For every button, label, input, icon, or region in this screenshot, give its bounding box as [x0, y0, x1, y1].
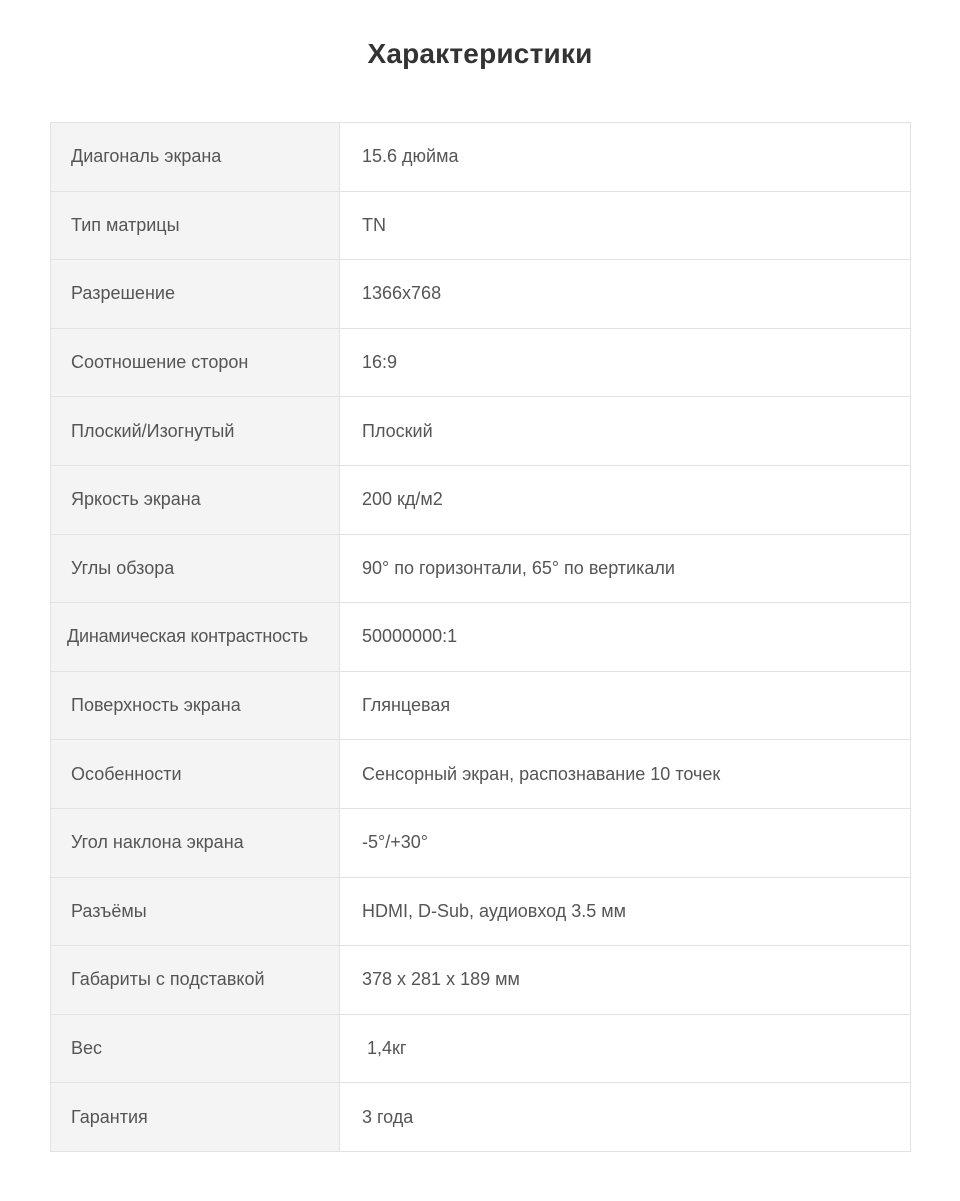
table-row	[51, 260, 911, 329]
spec-value: Плоский	[340, 397, 911, 466]
table-row	[51, 534, 911, 603]
spec-label: Поверхность экрана	[51, 671, 340, 740]
spec-value: 90° по горизонтали, 65° по вертикали	[340, 534, 911, 603]
spec-value: 1,4кг	[340, 1014, 911, 1083]
table-row	[51, 946, 911, 1015]
spec-value: 200 кд/м2	[340, 465, 911, 534]
spec-label: Вес	[51, 1014, 340, 1083]
table-row	[51, 465, 911, 534]
spec-value: 15.6 дюйма	[340, 123, 911, 192]
table-row	[51, 123, 911, 192]
spec-value: 1366x768	[340, 260, 911, 329]
specs-table	[50, 122, 911, 1152]
spec-value: 50000000:1	[340, 603, 911, 672]
spec-value: 378 x 281 x 189 мм	[340, 946, 911, 1015]
table-row	[51, 328, 911, 397]
spec-label: Яркость экрана	[51, 465, 340, 534]
spec-value: -5°/+30°	[340, 808, 911, 877]
table-row	[51, 397, 911, 466]
spec-label: Гарантия	[51, 1083, 340, 1152]
spec-label: Разъёмы	[51, 877, 340, 946]
table-row	[51, 1014, 911, 1083]
specs-table-body	[51, 123, 911, 1152]
table-row	[51, 191, 911, 260]
spec-value: Сенсорный экран, распознавание 10 точек	[340, 740, 911, 809]
spec-label: Разрешение	[51, 260, 340, 329]
spec-value: 3 года	[340, 1083, 911, 1152]
spec-label: Диагональ экрана	[51, 123, 340, 192]
spec-label: Углы обзора	[51, 534, 340, 603]
table-row	[51, 1083, 911, 1152]
table-row	[51, 603, 911, 672]
spec-label: Соотношение сторон	[51, 328, 340, 397]
table-row	[51, 671, 911, 740]
table-row	[51, 740, 911, 809]
spec-value: 16:9	[340, 328, 911, 397]
spec-value: TN	[340, 191, 911, 260]
spec-label: Габариты с подставкой	[51, 946, 340, 1015]
spec-label: Тип матрицы	[51, 191, 340, 260]
table-row	[51, 808, 911, 877]
spec-value: HDMI, D-Sub, аудиовход 3.5 мм	[340, 877, 911, 946]
spec-value: Глянцевая	[340, 671, 911, 740]
table-row	[51, 877, 911, 946]
page-title: Характеристики	[367, 38, 593, 69]
spec-label: Плоский/Изогнутый	[51, 397, 340, 466]
spec-label: Угол наклона экрана	[51, 808, 340, 877]
spec-label: Динамическая контрастность	[51, 603, 340, 672]
spec-label: Особенности	[51, 740, 340, 809]
